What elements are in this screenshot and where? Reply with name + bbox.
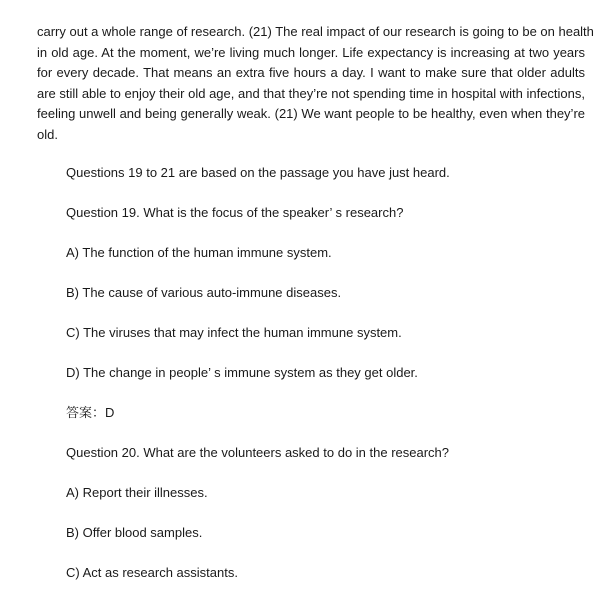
question-20-stem: Question 20. What are the volunteers asked to do in the research?: [66, 445, 450, 460]
question-20-option-c: C) Act as research assistants.: [66, 565, 238, 580]
questions-intro: Questions 19 to 21 are based on the passage you have just heard.: [66, 165, 450, 180]
question-19-stem: Question 19. What is the focus of the speaker’ s research?: [66, 205, 404, 220]
passage-line: carry out a whole range of research. (21) The real impact of our research is going to be on health: [37, 24, 594, 39]
passage-line: feeling unwell and being generally weak. (21) We want people to be healthy, even when they’re: [37, 106, 585, 122]
passage-line: old.: [37, 126, 58, 142]
passage-line: are still able to enjoy their old age, and that they’re not spending time in hospital with infections,: [37, 85, 585, 101]
question-20-option-a: A) Report their illnesses.: [66, 485, 208, 500]
passage-line: for every decade. That means an extra five hours a day. I want to make sure that older adults: [37, 65, 585, 81]
passage-line: in old age. At the moment, we’re living much longer. Life expectancy is increasing at two years: [37, 44, 585, 60]
question-20-option-b: B) Offer blood samples.: [66, 525, 203, 540]
passage-text: [37, 22, 594, 146]
question-19-option-b: B) The cause of various auto-immune diseases.: [66, 285, 342, 300]
question-19-option-c: C) The viruses that may infect the human immune system.: [66, 325, 402, 340]
question-19-option-a: A) The function of the human immune system.: [66, 245, 332, 260]
question-19-option-d: D) The change in people’ s immune system as they get older.: [66, 365, 418, 380]
question-19-answer: 答案：D: [66, 405, 115, 420]
